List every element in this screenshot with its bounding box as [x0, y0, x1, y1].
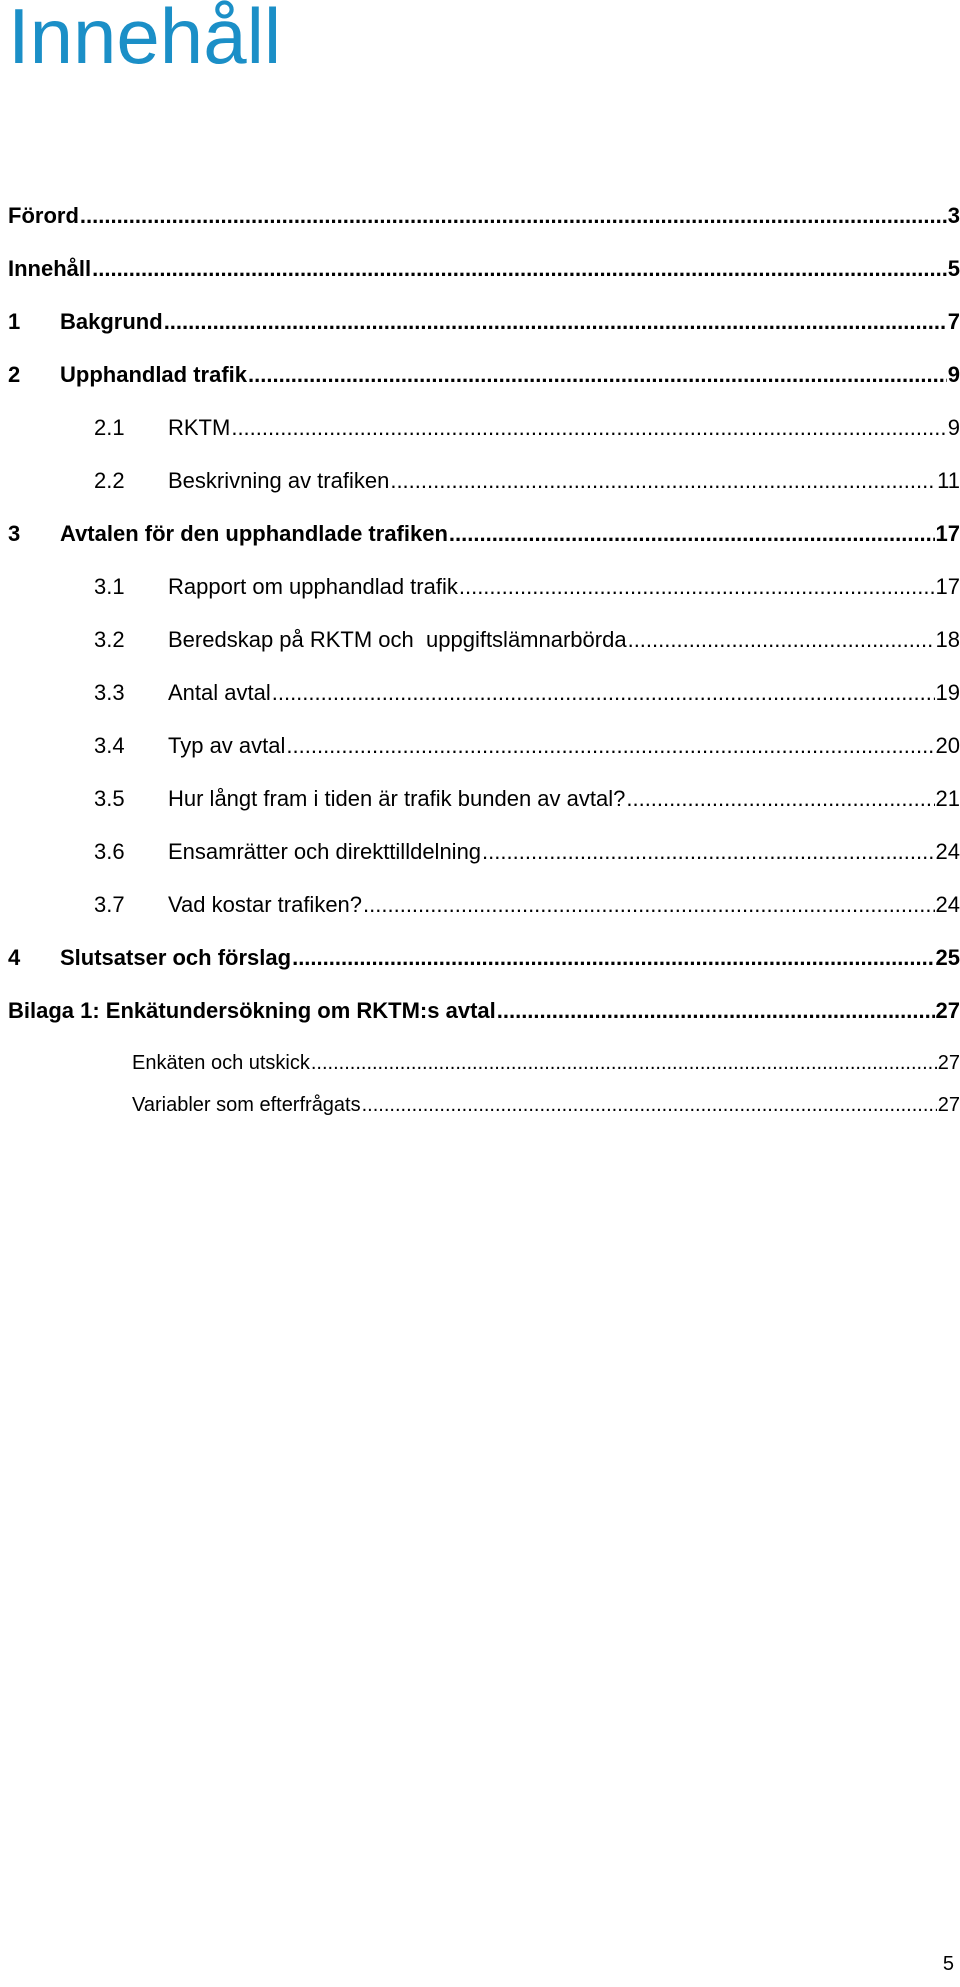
toc-entry-page: 7: [947, 309, 960, 334]
toc-leader-dots: [248, 364, 947, 386]
toc-entry-title: Vad kostar trafiken?: [168, 892, 363, 917]
toc-entry-title: Ensamrätter och direkttilldelning: [168, 839, 482, 864]
toc-entry-avtalen[interactable]: [8, 523, 960, 545]
toc-leader-dots: [80, 205, 947, 227]
toc-entry-page: 21: [935, 786, 960, 811]
toc-entry-enkaten-och-utskick[interactable]: [8, 1053, 960, 1073]
toc-entry-number: 3.1: [94, 574, 125, 599]
toc-leader-dots: [449, 523, 935, 545]
toc-leader-dots: [390, 470, 936, 492]
toc-entry-rapport-om-upphandlad-trafik[interactable]: [8, 576, 960, 598]
toc-leader-dots: [164, 311, 947, 333]
toc-entry-title: Bilaga 1: Enkätundersökning om RKTM:s avtal: [8, 998, 496, 1023]
toc-entry-number: 3.6: [94, 839, 125, 864]
toc-entry-number: 3: [8, 521, 21, 546]
toc-entry-title: Slutsatser och förslag: [60, 945, 292, 970]
toc-entry-typ-av-avtal[interactable]: [8, 735, 960, 757]
toc-entry-number: 3.3: [94, 680, 125, 705]
toc-entry-page: 20: [935, 733, 960, 758]
toc-entry-title: Antal avtal: [168, 680, 271, 705]
toc-leader-dots: [482, 841, 934, 863]
toc-entry-hur-langt-fram[interactable]: [8, 788, 960, 810]
toc-entry-number: 3.2: [94, 627, 125, 652]
toc-entry-page: 27: [937, 1052, 960, 1074]
toc-entry-page: 18: [935, 627, 960, 652]
table-of-contents: [8, 0, 960, 1200]
toc-entry-slutsatser[interactable]: [8, 947, 960, 969]
toc-entry-page: 9: [947, 415, 960, 440]
toc-entry-page: 3: [947, 203, 960, 228]
toc-entry-page: 24: [935, 839, 960, 864]
toc-leader-dots: [286, 735, 934, 757]
toc-entry-title: Innehåll: [8, 256, 92, 281]
toc-entry-number: 2.1: [94, 415, 125, 440]
toc-entry-number: 1: [8, 309, 21, 334]
toc-leader-dots: [497, 1000, 935, 1022]
toc-entry-number: 2.2: [94, 468, 125, 493]
toc-entry-title: Variabler som efterfrågats: [132, 1094, 361, 1116]
toc-entry-innehall[interactable]: [8, 258, 960, 280]
toc-leader-dots: [92, 258, 947, 280]
toc-leader-dots: [626, 788, 934, 810]
toc-entry-number: 3.5: [94, 786, 125, 811]
toc-entry-rktm[interactable]: [8, 417, 960, 439]
toc-entry-vad-kostar-trafiken[interactable]: [8, 894, 960, 916]
toc-entry-ensamratter[interactable]: [8, 841, 960, 863]
toc-entry-title: RKTM: [168, 415, 231, 440]
toc-entry-title: Bakgrund: [60, 309, 163, 334]
toc-entry-title: Upphandlad trafik: [60, 362, 248, 387]
toc-entry-number: 3.4: [94, 733, 125, 758]
toc-entry-number: 2: [8, 362, 21, 387]
toc-entry-beredskap[interactable]: [8, 629, 960, 651]
toc-entry-number: 3.7: [94, 892, 125, 917]
toc-entry-page: 27: [937, 1094, 960, 1116]
toc-entry-page: 17: [935, 574, 960, 599]
toc-entry-bakgrund[interactable]: [8, 311, 960, 333]
page-number: 5: [942, 1953, 954, 1975]
toc-entry-beskrivning-av-trafiken[interactable]: [8, 470, 960, 492]
toc-entry-title: Beredskap på RKTM och uppgiftslämnarbörda: [168, 627, 627, 652]
toc-entry-page: 11: [937, 468, 960, 493]
toc-entry-title: Avtalen för den upphandlade trafiken: [60, 521, 448, 546]
toc-leader-dots: [272, 682, 935, 704]
toc-entry-page: 25: [935, 945, 960, 970]
toc-entry-page: 9: [947, 362, 960, 387]
toc-entry-title: Hur långt fram i tiden är trafik bunden av avtal?: [168, 786, 626, 811]
toc-leader-dots: [459, 576, 935, 598]
toc-entry-title: Typ av avtal: [168, 733, 286, 758]
toc-entry-upphandlad-trafik[interactable]: [8, 364, 960, 386]
toc-entry-page: 5: [947, 256, 960, 281]
toc-entry-page: 17: [935, 521, 960, 546]
toc-entry-variabler[interactable]: [8, 1095, 960, 1115]
toc-entry-title: Enkäten och utskick: [132, 1052, 310, 1074]
toc-entry-page: 19: [935, 680, 960, 705]
toc-leader-dots: [628, 629, 935, 651]
toc-leader-dots: [231, 417, 946, 439]
toc-entry-page: 27: [935, 998, 960, 1023]
page-title: Innehåll: [8, 0, 282, 80]
toc-entry-number: 4: [8, 945, 21, 970]
toc-leader-dots: [363, 894, 934, 916]
toc-entry-forord[interactable]: [8, 205, 960, 227]
toc-entry-page: 24: [935, 892, 960, 917]
toc-entry-title: Beskrivning av trafiken: [168, 468, 390, 493]
toc-leader-dots: [362, 1095, 937, 1115]
toc-entry-title: Förord: [8, 203, 79, 228]
toc-entry-bilaga-1[interactable]: [8, 1000, 960, 1022]
toc-leader-dots: [292, 947, 934, 969]
toc-leader-dots: [311, 1053, 937, 1073]
toc-entry-antal-avtal[interactable]: [8, 682, 960, 704]
toc-entry-title: Rapport om upphandlad trafik: [168, 574, 458, 599]
